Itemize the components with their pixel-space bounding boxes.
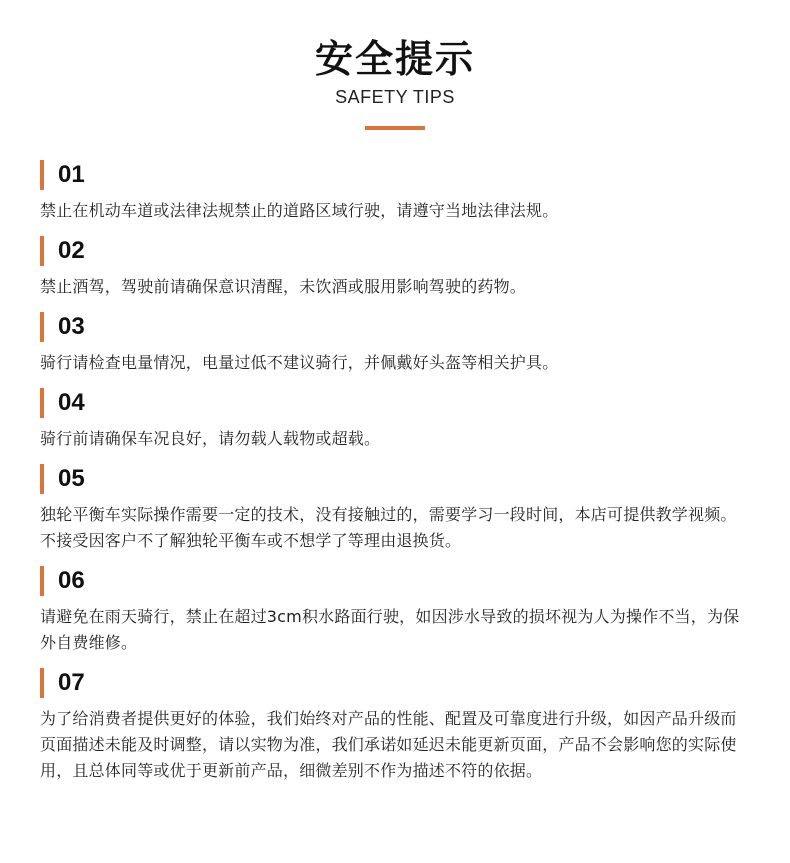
tip-accent-bar (40, 388, 44, 418)
tip-heading (40, 386, 752, 420)
tip-accent-bar (40, 160, 44, 190)
tip-text: 骑行前请确保车况良好，请勿载人载物或超载。 (40, 429, 381, 448)
tip-accent-bar (40, 236, 44, 266)
tip-text: 禁止在机动车道或法律法规禁止的道路区域行驶，请遵守当地法律法规。 (40, 201, 559, 220)
page-subtitle: SAFETY TIPS (335, 87, 455, 107)
tip-heading (40, 234, 752, 268)
tip-text: 独轮平衡车实际操作需要一定的技术，没有接触过的，需要学习一段时间，本店可提供教学视频。不接受因客户不了解独轮平衡车或不想学了等理由退换货。 (40, 505, 737, 550)
tip-text: 骑行请检查电量情况，电量过低不建议骑行，并佩戴好头盔等相关护具。 (40, 353, 559, 372)
tip-accent-bar (40, 566, 44, 596)
tip-number: 03 (58, 313, 85, 340)
tip-accent-bar (40, 312, 44, 342)
tip-number: 07 (58, 669, 85, 696)
tip-number: 01 (58, 161, 85, 188)
tip-item (40, 666, 752, 784)
tip-heading (40, 666, 752, 700)
tip-item (40, 564, 752, 656)
tip-heading (40, 462, 752, 496)
tip-item (40, 158, 752, 224)
tip-text: 为了给消费者提供更好的体验，我们始终对产品的性能、配置及可靠度进行升级，如因产品升级而页面描述未能及时调整，请以实物为准，我们承诺如延迟未能更新页面，产品不会影响您的实际使用，且总体同等或优于更新前产品，细微差别不作为描述不符的依据。 (40, 709, 737, 780)
tip-item (40, 310, 752, 376)
tip-number: 06 (58, 567, 85, 594)
tip-item (40, 462, 752, 554)
tip-number: 02 (58, 237, 85, 264)
title-underline (365, 126, 425, 130)
tip-item (40, 234, 752, 300)
tip-heading (40, 158, 752, 192)
tip-number: 04 (58, 389, 85, 416)
tip-text: 请避免在雨天骑行，禁止在超过3cm积水路面行驶，如因涉水导致的损坏视为人为操作不当，为保外自费维修。 (40, 607, 740, 652)
tips-list (40, 158, 752, 794)
tip-text: 禁止酒驾，驾驶前请确保意识清醒，未饮酒或服用影响驾驶的药物。 (40, 277, 527, 296)
tip-item (40, 386, 752, 452)
page-title: 安全提示 (314, 37, 475, 81)
tip-accent-bar (40, 464, 44, 494)
header (0, 36, 790, 130)
tip-heading (40, 564, 752, 598)
tip-number: 05 (58, 465, 85, 492)
tip-accent-bar (40, 668, 44, 698)
tip-heading (40, 310, 752, 344)
